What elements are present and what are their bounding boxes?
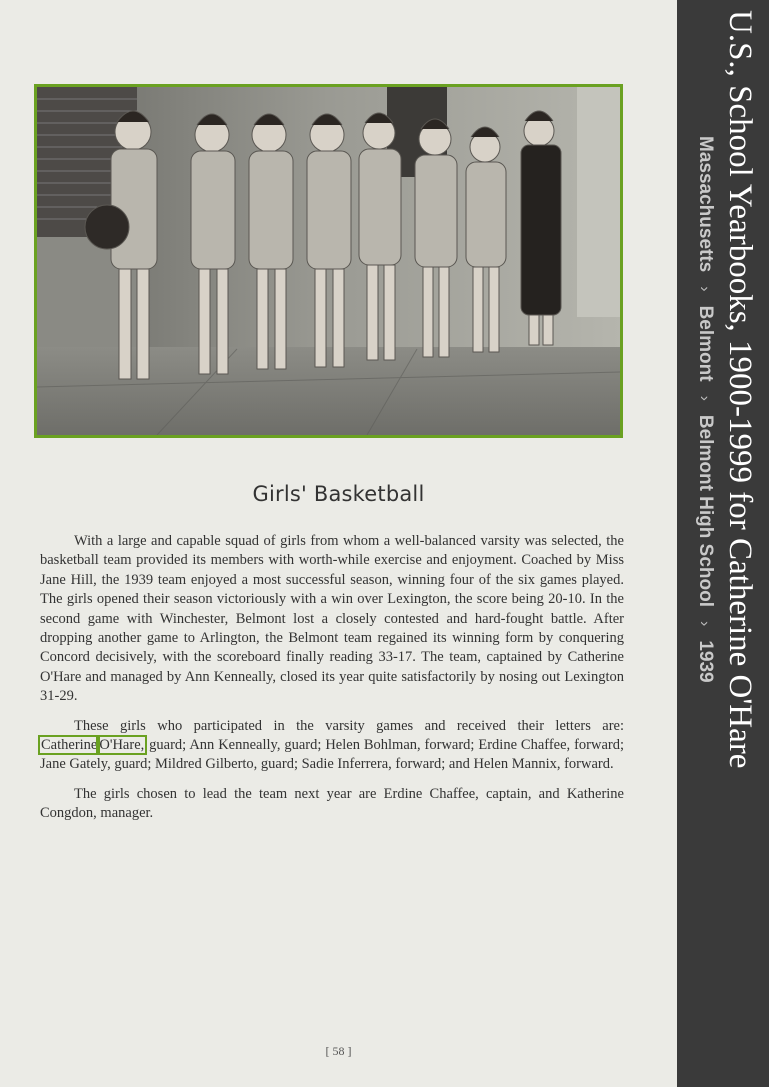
record-sidebar <box>677 0 769 1087</box>
team-photo-image <box>37 87 620 435</box>
page-heading: Girls' Basketball <box>252 482 425 506</box>
team-photo[interactable] <box>34 84 623 438</box>
chevron-right-icon: › <box>696 286 713 292</box>
paragraph-2-rest: guard; Ann Kenneally, guard; Helen Bohlman, forward; Erdine Chaffee, forward; Jane Gately, guard; Mildred Gilberto, guard; Sadie Inferrera, forward; and Helen Mannix, forward. <box>40 737 624 773</box>
coach <box>521 111 561 345</box>
breadcrumb-school[interactable]: Belmont High School <box>695 414 716 607</box>
highlight-last-name[interactable]: O'Hare, <box>99 737 145 754</box>
article-body <box>40 532 624 834</box>
highlight-first-name[interactable]: Catherine <box>41 737 98 754</box>
chevron-right-icon: › <box>696 621 713 627</box>
paragraph-1: With a large and capable squad of girls from whom a well-balanced varsity was selected, the basketball team provided its members with worth-while exercise and enjoyment. Coached by Miss Jane Hill, the 1939 team enjoyed a most successful season, winning four of the six games played. The girls opened their season victoriously with a win over Lexington, the score being 20-10. In the second game with Winchester, Belmont lost a closely contested and hard-fought battle. After dropping another game to Arlington, the Belmont team regained its winning form by conquering Concord decisively, with the scoreboard finally reading 33-17. The team, captained by Catherine O'Hare and managed by Ann Kenneally, closed its year quite satisfactorily by nosing out Lexington 31-29. <box>40 533 624 705</box>
breadcrumb-year[interactable]: 1939 <box>695 640 716 683</box>
paragraph-3: The girls chosen to lead the team next year are Erdine Chaffee, captain, and Katherine Congdon, manager. <box>40 785 624 822</box>
paragraph-2 <box>40 717 624 775</box>
breadcrumb <box>692 10 717 768</box>
paragraph-2-intro: These girls who participated in the varsity games and received their letters are: <box>74 717 624 734</box>
chevron-right-icon: › <box>696 395 713 401</box>
breadcrumb-city[interactable]: Belmont <box>695 305 716 382</box>
sidebar-rotated-content <box>692 10 761 768</box>
breadcrumb-state[interactable]: Massachusetts <box>695 136 716 273</box>
record-title: U.S., School Yearbooks, 1900-1999 for Catherine O'Hare <box>722 10 758 769</box>
page-number: [ 58 ] <box>325 1044 352 1058</box>
